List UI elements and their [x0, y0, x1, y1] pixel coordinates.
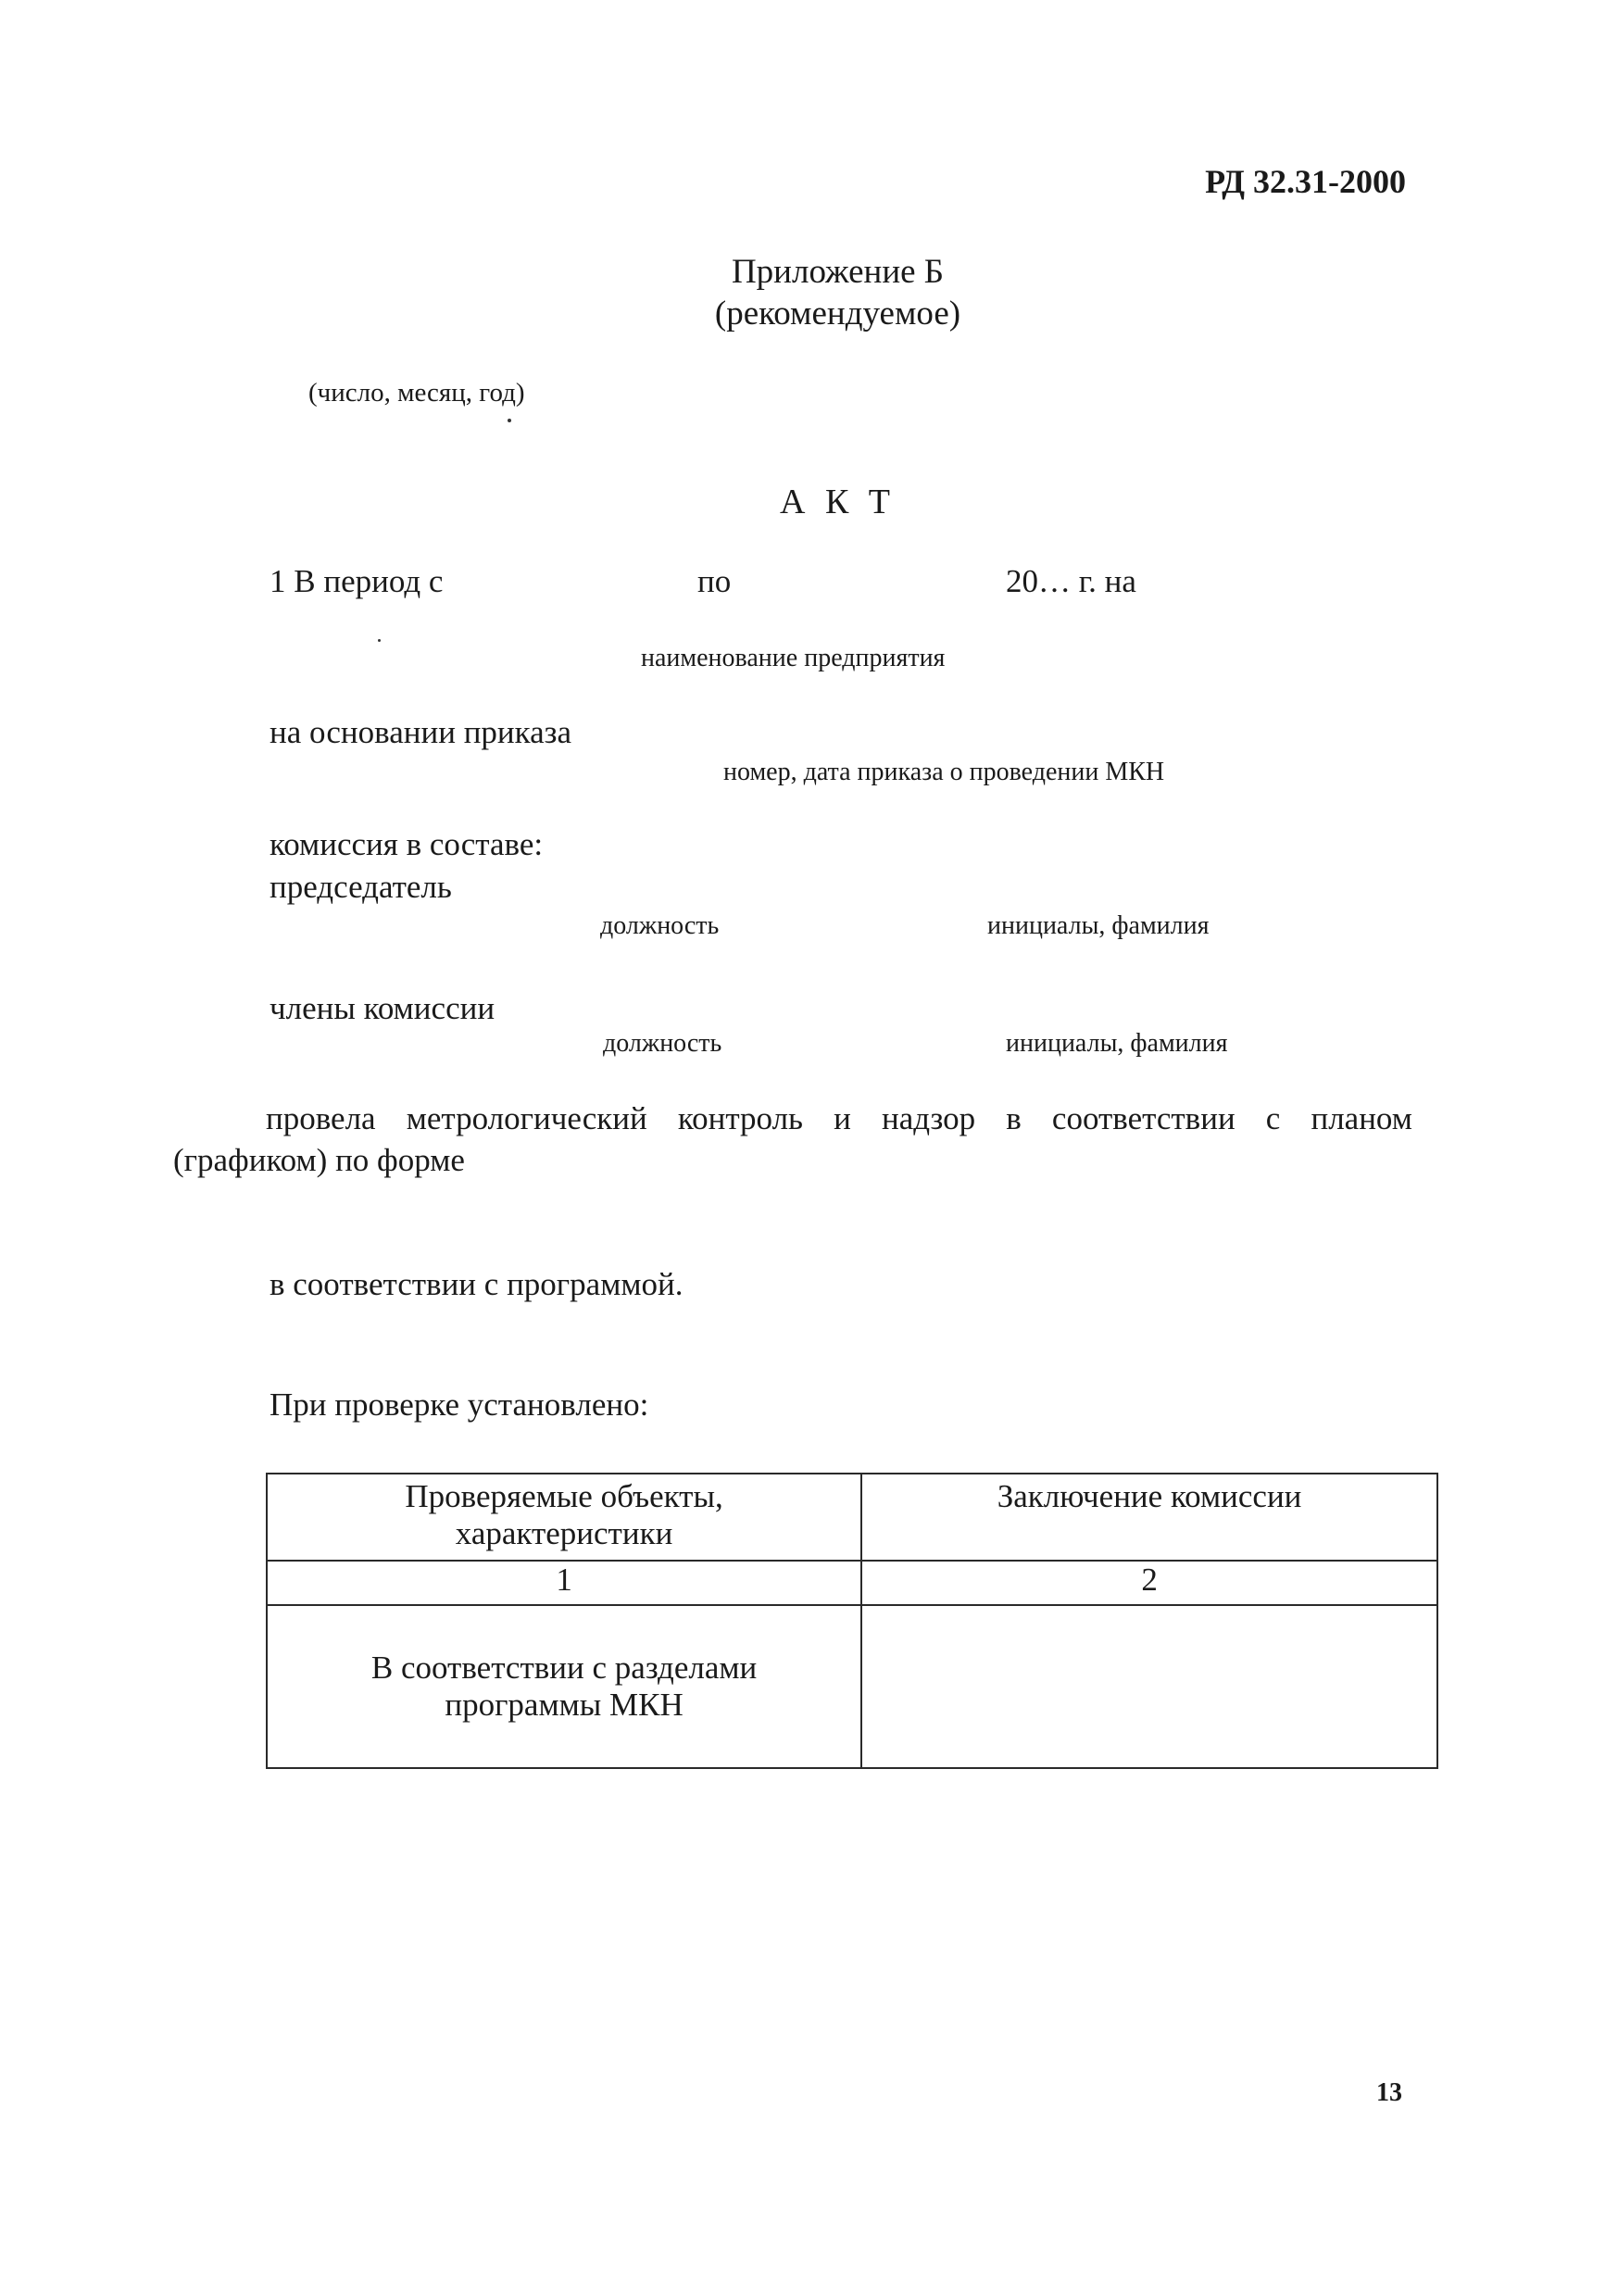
cell-text: В соответствии с разделами — [370, 1650, 758, 1686]
header-text: Проверяемые объекты, — [405, 1478, 723, 1514]
table-cell — [267, 1605, 861, 1768]
order-line: на основании приказа — [270, 714, 572, 750]
enterprise-caption: наименование предприятия — [641, 644, 946, 672]
scan-speck — [508, 419, 511, 422]
chairman-position-caption: должность — [600, 911, 720, 940]
period-prefix: 1 В период с — [270, 563, 444, 599]
scan-speck — [378, 639, 381, 642]
period-year: 20… г. на — [1006, 563, 1136, 599]
members-position-caption: должность — [603, 1029, 722, 1058]
table-row — [267, 1605, 1437, 1768]
check-intro: При проверке установлено: — [270, 1386, 649, 1423]
word: планом — [1311, 1100, 1412, 1136]
act-title: А К Т — [780, 483, 896, 521]
header-text: характеристики — [455, 1515, 673, 1551]
word: с — [1265, 1100, 1281, 1136]
word: соответствии — [1051, 1100, 1235, 1136]
cell-text: программы МКН — [445, 1687, 684, 1723]
table-number-row — [267, 1561, 1437, 1605]
word: метрологический — [406, 1100, 647, 1136]
control-text-line2: (графиком) по форме — [173, 1142, 465, 1178]
header-text: Заключение комиссии — [997, 1478, 1302, 1514]
word: надзор — [882, 1100, 976, 1136]
header-cell-objects — [267, 1474, 861, 1561]
program-line: в соответствии с программой. — [270, 1266, 684, 1302]
page-number: 13 — [1376, 2078, 1402, 2107]
date-caption: (число, месяц, год) — [308, 378, 525, 408]
word: провела — [266, 1100, 376, 1136]
order-caption: номер, дата приказа о проведении МКН — [723, 758, 1165, 786]
appendix-subtitle: (рекомендуемое) — [714, 295, 961, 332]
members-name-caption: инициалы, фамилия — [1006, 1029, 1228, 1058]
control-text-line1 — [266, 1100, 1412, 1137]
chairman-name-caption: инициалы, фамилия — [987, 911, 1210, 940]
column-number: 1 — [267, 1561, 861, 1605]
table-header-row — [267, 1474, 1437, 1561]
word: в — [1006, 1100, 1022, 1136]
word: контроль — [677, 1100, 804, 1136]
column-number: 2 — [861, 1561, 1437, 1605]
document-code: РД 32.31-2000 — [1205, 163, 1406, 200]
result-table — [266, 1473, 1438, 1769]
appendix-title: Приложение Б — [731, 253, 945, 291]
word: и — [834, 1100, 851, 1136]
commission-heading: комиссия в составе: — [270, 826, 544, 862]
period-by: по — [697, 563, 732, 599]
table-cell — [861, 1605, 1437, 1768]
header-cell-conclusion — [861, 1474, 1437, 1561]
members-label: члены комиссии — [270, 990, 495, 1026]
chairman-label: председатель — [270, 869, 452, 905]
